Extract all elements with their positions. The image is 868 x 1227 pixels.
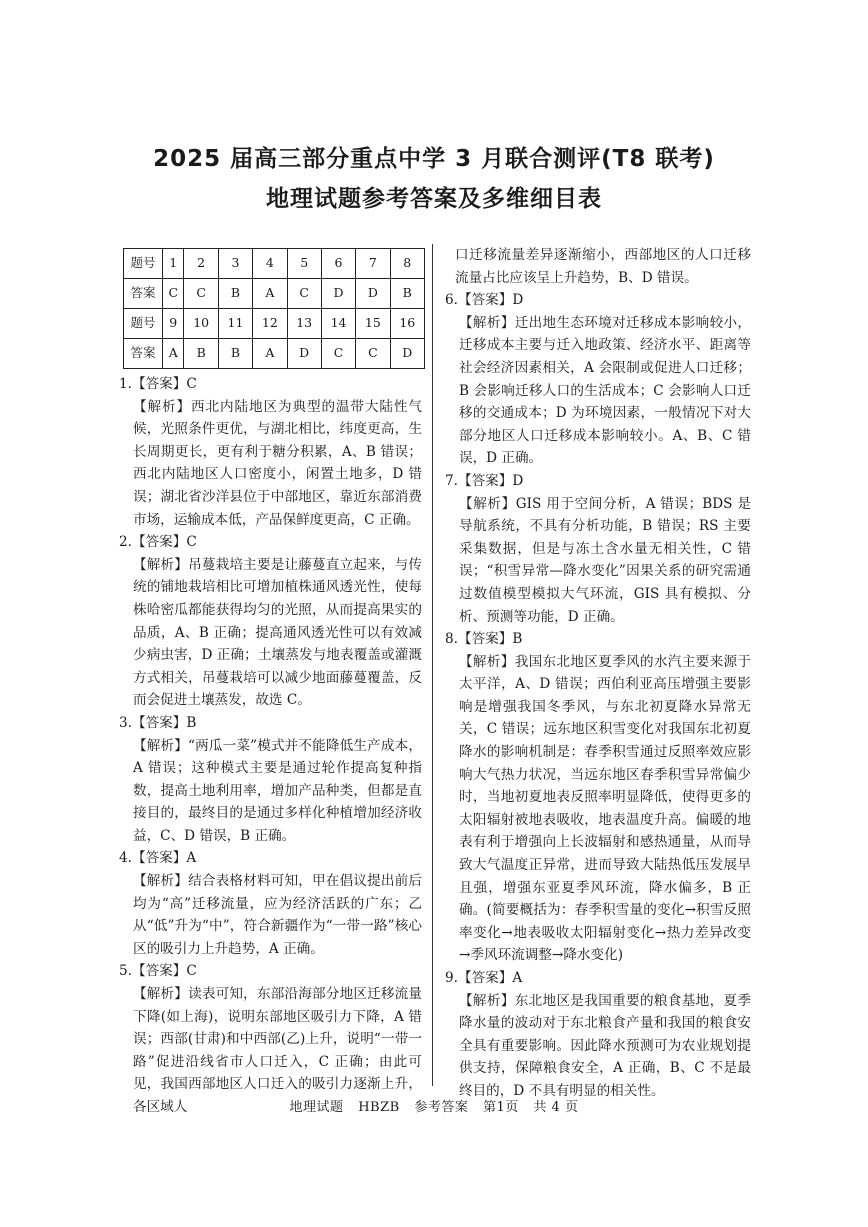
answer-label: 【答案】 <box>457 631 513 648</box>
page-footer <box>0 1096 868 1115</box>
right-question-list <box>445 289 751 1102</box>
answer-table-cell: 11 <box>218 309 252 339</box>
question-number: 7. <box>445 472 458 489</box>
answer-table-cell: B <box>218 279 252 309</box>
answer-table-row <box>124 279 425 309</box>
answer-value: C <box>186 963 197 980</box>
answer-value: C <box>186 376 197 392</box>
answer-label: 【答案】 <box>131 376 187 392</box>
question-item <box>445 628 751 967</box>
answer-line <box>119 373 422 396</box>
answer-table-cell: C <box>184 279 218 309</box>
answer-value: D <box>512 472 524 489</box>
analysis-label: 【解析】 <box>459 992 515 1009</box>
analysis-content: 我国东北地区夏季风的水汽主要来源于太平洋，A、D 错误；西伯利亚高压增强主要影响是增强我国冬季风，与东北初夏降水异常无关，C 错误；远东地区积雪变化对我国东北初夏降水的影响机制是：春季积雪通过反照率效应影响大气热力状况，当远东地区春季积雪异常偏少时，当地初夏地表反照率明显降低，使得更多的太阳辐射被地表吸收，地表温度升高。偏暖的地表有利于增强向上长波辐射和感热通量，从而导致大气温度正异常，进而导致大陆热低压发展早且强，增强东亚夏季风环流，降水偏多，B 正确。(简要概括为：春季积雪量的变化→积雪反照率变化→地表吸收太阳辐射变化→热力差异改变→季风环流调整→降水变化) <box>459 653 752 964</box>
answer-table-cell: 5 <box>287 249 321 279</box>
analysis-text <box>119 554 422 712</box>
analysis-label: 【解析】 <box>133 986 189 1003</box>
footer-doc: 参考答案 <box>414 1100 469 1115</box>
question-item <box>119 373 422 531</box>
answer-table-cell: 4 <box>253 249 287 279</box>
question-number: 8. <box>445 631 458 648</box>
question-number: 2. <box>119 534 132 551</box>
answer-table-header-cell: 题号 <box>124 309 163 339</box>
question-number: 1. <box>119 376 132 392</box>
analysis-content: 吊蔓栽培主要是让藤蔓直立起来，与传统的铺地栽培相比可增加植株通风透光性，使每株哈密瓜都能获得均匀的光照，从而提高果实的品质，A、B 正确；提高通风透光性可以有效减少病虫害，D 正确；土壤蒸发与地表覆盖或灌溉方式相关，吊蔓栽培可以减少地面藤蔓覆盖，反而会促进土壤蒸发，故选 C。 <box>133 556 423 709</box>
analysis-content: 迁出地生态环境对迁移成本影响较小，迁移成本主要与迁入地政策、经济水平、距离等社会经济因素相关，A 会限制或促进人口迁移；B 会影响迁移人口的生活成本；C 会影响人口迁移的交通成本；D 为环境因素，一般情况下对大部分地区人口迁移成本影响较小。A、B、C 错误，D 正确。 <box>459 314 752 467</box>
answer-label: 【答案】 <box>457 970 513 986</box>
question-item <box>445 289 751 470</box>
answer-table-cell: A <box>253 279 287 309</box>
analysis-text <box>119 870 422 960</box>
answer-table-cell: C <box>321 339 355 369</box>
answer-table-cell: D <box>287 339 321 369</box>
footer-code: HBZB <box>358 1100 400 1115</box>
answer-table-cell: B <box>390 279 424 309</box>
answer-table-row <box>124 309 425 339</box>
question-number: 3. <box>119 714 132 731</box>
analysis-content: 西北内陆地区为典型的温带大陆性气候，光照条件更优，与湖北相比，纬度更高，生长周期更长，更有利于糖分积累，A、B 错误；西北内陆地区人口密度小，闲置土地多，D 错误；湖北省沙洋县位于中部地区，靠近东部消费市场，运输成本低，产品保鲜度更高，C 正确。 <box>133 398 423 528</box>
answer-line <box>119 712 422 735</box>
question-item <box>119 960 422 1118</box>
analysis-text <box>445 312 751 470</box>
footer-page: 第1页 <box>482 1100 519 1115</box>
answer-value: B <box>512 631 523 648</box>
footer-subject: 地理试题 <box>289 1100 344 1115</box>
analysis-content: 读表可知，东部沿海部分地区迁移流量下降(如上海)，说明东部地区吸引力下降，A 错误；西部(甘肃)和中西部(乙)上升，说明“一带一路”促进沿线省市人口迁入，C 正确；由此可见，我国西部地区人口迁入的吸引力逐渐上升，各区域人 <box>133 986 423 1115</box>
answer-value: D <box>512 292 524 309</box>
analysis-content: 东北地区是我国重要的粮食基地，夏季降水量的波动对于东北粮食产量和我国的粮食安全具有重要影响。因此降水预测可为农业规划提供支持，保障粮食安全，A 正确，B、C 不是最终目的，D 不具有明显的相关性。 <box>459 992 752 1099</box>
answer-table-cell: 6 <box>321 249 355 279</box>
answer-table-cell: 14 <box>321 309 355 339</box>
question-item <box>445 470 751 628</box>
left-question-list <box>119 373 422 1119</box>
answer-table-cell: 9 <box>163 309 184 339</box>
question-item <box>445 967 751 1103</box>
column-divider <box>432 244 433 1086</box>
page-subtitle: 地理试题参考答案及多维细目表 <box>266 186 602 212</box>
analysis-label: 【解析】 <box>459 314 515 331</box>
question-item <box>119 712 422 848</box>
answer-table-header-cell: 答案 <box>124 339 163 369</box>
analysis-text <box>445 651 751 967</box>
analysis-label: 【解析】 <box>133 873 189 890</box>
answer-line <box>119 960 422 983</box>
answer-value: B <box>186 714 197 731</box>
analysis-text <box>119 396 422 532</box>
analysis-label: 【解析】 <box>133 556 189 573</box>
analysis-label: 【解析】 <box>133 398 191 415</box>
answer-table-cell: 13 <box>287 309 321 339</box>
answer-label: 【答案】 <box>457 472 513 489</box>
answer-table-cell: A <box>253 339 287 369</box>
answer-table-row <box>124 249 425 279</box>
answer-table-cell: 1 <box>163 249 184 279</box>
answer-table-cell: 3 <box>218 249 252 279</box>
analysis-content: GIS 用于空间分析，A 错误；BDS 是导航系统，不具有分析功能，B 错误；RS 主要采集数据，但是与冻土含水量无相关性，C 错误；“积雪异常—降水变化”因果关系的研究需通过数值模型模拟大气环流，GIS 具有模拟、分析、预测等功能，D 正确。 <box>459 495 751 625</box>
answer-line <box>445 967 751 990</box>
question-number: 9. <box>445 970 458 986</box>
answer-table-cell: C <box>287 279 321 309</box>
answer-table-cell: D <box>390 339 424 369</box>
question-item <box>119 531 422 712</box>
analysis-text <box>445 493 751 629</box>
answer-table-cell: A <box>163 339 184 369</box>
answer-line <box>445 289 751 312</box>
answer-key-table <box>123 248 425 369</box>
answer-line <box>445 470 751 493</box>
analysis-label: 【解析】 <box>459 495 516 512</box>
answer-table-cell: 12 <box>253 309 287 339</box>
answer-label: 【答案】 <box>131 963 187 980</box>
analysis-content: “两瓜一菜”模式并不能降低生产成本，A 错误；这种模式主要是通过轮作提高复种指数，提高土地利用率，增加产品种类，但都是直接目的，最终目的是通过多样化种植增加经济收益，C、D 错误，B 正确。 <box>133 737 423 844</box>
answer-table-cell: 8 <box>390 249 424 279</box>
answer-table-cell: D <box>321 279 355 309</box>
analysis-text <box>119 735 422 848</box>
analysis-label: 【解析】 <box>133 737 188 754</box>
analysis-label: 【解析】 <box>459 653 515 670</box>
continued-text: 口迁移流量差异逐渐缩小，西部地区的人口迁移流量占比应该呈上升趋势，B、D 错误。 <box>455 247 751 286</box>
answer-label: 【答案】 <box>131 850 187 867</box>
answer-value: C <box>186 534 197 551</box>
question-number: 5. <box>119 963 132 980</box>
footer-total: 共 4 页 <box>533 1100 579 1115</box>
answer-table-cell: 16 <box>390 309 424 339</box>
answer-label: 【答案】 <box>131 714 187 731</box>
question-number: 4. <box>119 850 132 867</box>
answer-table-cell: 7 <box>356 249 390 279</box>
answer-table-cell: C <box>356 339 390 369</box>
answer-line <box>119 531 422 554</box>
answer-value: A <box>512 970 523 986</box>
answer-table-cell: 15 <box>356 309 390 339</box>
answer-label: 【答案】 <box>457 292 513 309</box>
answer-table-cell: D <box>356 279 390 309</box>
question-number: 6. <box>445 292 458 309</box>
answer-label: 【答案】 <box>131 534 187 551</box>
answer-table-cell: C <box>163 279 184 309</box>
answer-table-header-cell: 答案 <box>124 279 163 309</box>
answer-table-cell: B <box>218 339 252 369</box>
answer-table-header-cell: 题号 <box>124 249 163 279</box>
answer-value: A <box>186 850 197 867</box>
answer-table-cell: B <box>184 339 218 369</box>
right-column <box>445 244 752 1099</box>
answer-table-cell: 10 <box>184 309 218 339</box>
analysis-text <box>445 990 751 1103</box>
answer-line <box>119 847 422 870</box>
answer-table-row <box>124 339 425 369</box>
answer-table-cell: 2 <box>184 249 218 279</box>
analysis-content: 结合表格材料可知，甲在倡议提出前后均为“高”迁移流量，应为经济活跃的广东；乙从“低”升为“中”，符合新疆作为“一带一路”核心区的吸引力上升趋势，A 正确。 <box>133 873 423 957</box>
page-title: 2025 届高三部分重点中学 3 月联合测评(T8 联考) <box>153 146 715 172</box>
answer-line <box>445 628 751 651</box>
question-item <box>119 847 422 960</box>
